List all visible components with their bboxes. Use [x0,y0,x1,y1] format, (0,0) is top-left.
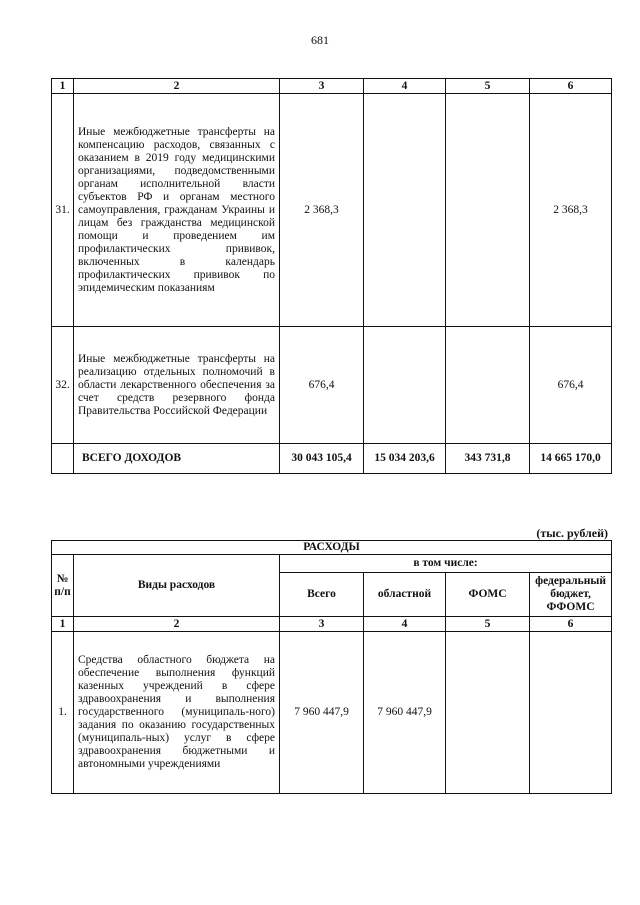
header-cell: 2 [74,79,280,94]
col-total-header: Всего [280,573,364,617]
total-value-total: 30 043 105,4 [280,444,364,474]
header-cell: 6 [530,79,612,94]
group-header: в том числе: [280,555,612,573]
total-row [52,444,612,474]
col-federal-header: федеральный бюджет, ФФОМС [530,573,612,617]
row-number: 31. [52,94,74,327]
total-value-foms: 343 731,8 [446,444,530,474]
row-value-total: 7 960 447,9 [280,632,364,794]
expenses-title: РАСХОДЫ [52,541,612,555]
row-value-foms [446,632,530,794]
header-cell: 1 [52,79,74,94]
header-cell: 4 [364,79,446,94]
index-cell: 6 [530,617,612,632]
row-value-foms [446,94,530,327]
header-cell: 5 [446,79,530,94]
row-value-federal: 2 368,3 [530,94,612,327]
index-cell: 3 [280,617,364,632]
total-number-cell [52,444,74,474]
row-value-foms [446,327,530,444]
total-value-federal: 14 665 170,0 [530,444,612,474]
row-description: Иные межбюджетные трансферты на реализацию отдельных полномочий в области лекарственного обеспечения за счет средств резервного фонда Правительства Российской Федерации [74,327,280,444]
expenses-header-row [52,555,612,573]
row-value-total: 2 368,3 [280,94,364,327]
table-row [52,327,612,444]
expenses-table [51,540,612,794]
row-description: Иные межбюджетные трансферты на компенсацию расходов, связанных с оказанием в 2019 году медицинскими организациями, подведомственными органам исполнительной власти субъектов РФ и органам местного самоуправления, гражданам Украины и лицам без гражданства медицинской помощи и проведением им профилактических прививок, включенных в календарь профилактических прививок по эпидемическим показаниям [74,94,280,327]
row-value-federal [530,632,612,794]
header-cell: 3 [280,79,364,94]
revenue-table [51,78,612,474]
row-number: 1. [52,632,74,794]
row-value-total: 676,4 [280,327,364,444]
index-cell: 1 [52,617,74,632]
index-cell: 2 [74,617,280,632]
row-description: Средства областного бюджета на обеспечение выполнения функций казенных учреждений в сфере здравоохранения и выполнения государственного (муниципаль-ного) задания по оказанию государственных (муниципаль-ных) услуг в сфере здравоохранения бюджетными и автономными учреждениями [74,632,280,794]
col-foms-header: ФОМС [446,573,530,617]
expenses-title-row [52,541,612,555]
units-label: (тыс. рублей) [536,526,608,540]
index-cell: 5 [446,617,530,632]
page-number: 681 [311,33,329,47]
index-cell: 4 [364,617,446,632]
row-number: 32. [52,327,74,444]
row-value-regional [364,94,446,327]
col-kind-header: Виды расходов [74,555,280,617]
table-row [52,94,612,327]
col-regional-header: областной [364,573,446,617]
total-label: ВСЕГО ДОХОДОВ [74,444,280,474]
row-value-regional [364,327,446,444]
table-row [52,632,612,794]
total-value-regional: 15 034 203,6 [364,444,446,474]
index-row [52,617,612,632]
table-header-row [52,79,612,94]
row-value-regional: 7 960 447,9 [364,632,446,794]
row-value-federal: 676,4 [530,327,612,444]
col-number-header: № п/п [52,555,74,617]
